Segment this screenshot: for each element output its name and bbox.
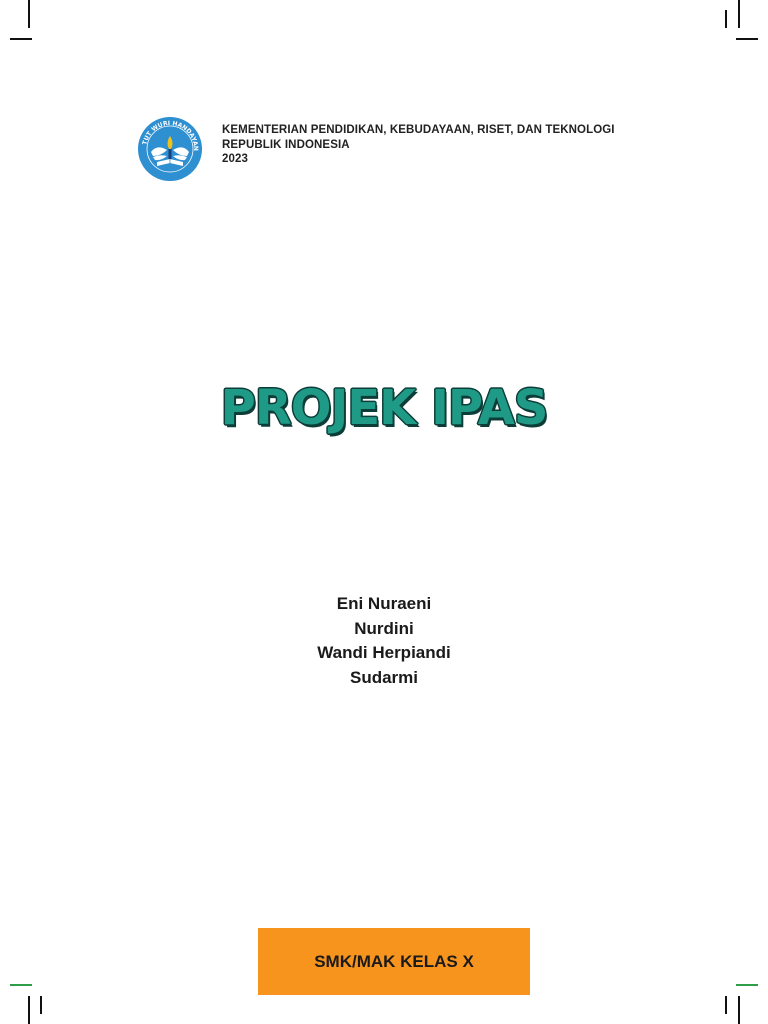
author-name: Nurdini [354,618,414,638]
publication-year: 2023 [222,153,248,165]
grade-level-label: SMK/MAK KELAS X [314,951,474,971]
author-name: Wandi Herpiandi [317,643,451,662]
author-name: Eni Nuraeni [336,594,432,613]
author-list [0,592,768,690]
book-title: PROJEK IPAS [220,380,548,436]
svg-text:TUT WURI HANDAYANI: TUT WURI HANDAYAN [141,119,200,152]
tut-wuri-handayani-logo [137,116,203,182]
ministry-name: KEMENTERIAN PENDIDIKAN, KEBUDAYAAN, RISET, DAN TEKNOLOGI [222,124,615,136]
grade-level-badge [258,928,530,995]
ministry-header [137,115,637,181]
country-name: REPUBLIK INDONESIA [222,138,350,151]
author-name: Sudarmi [349,667,419,687]
